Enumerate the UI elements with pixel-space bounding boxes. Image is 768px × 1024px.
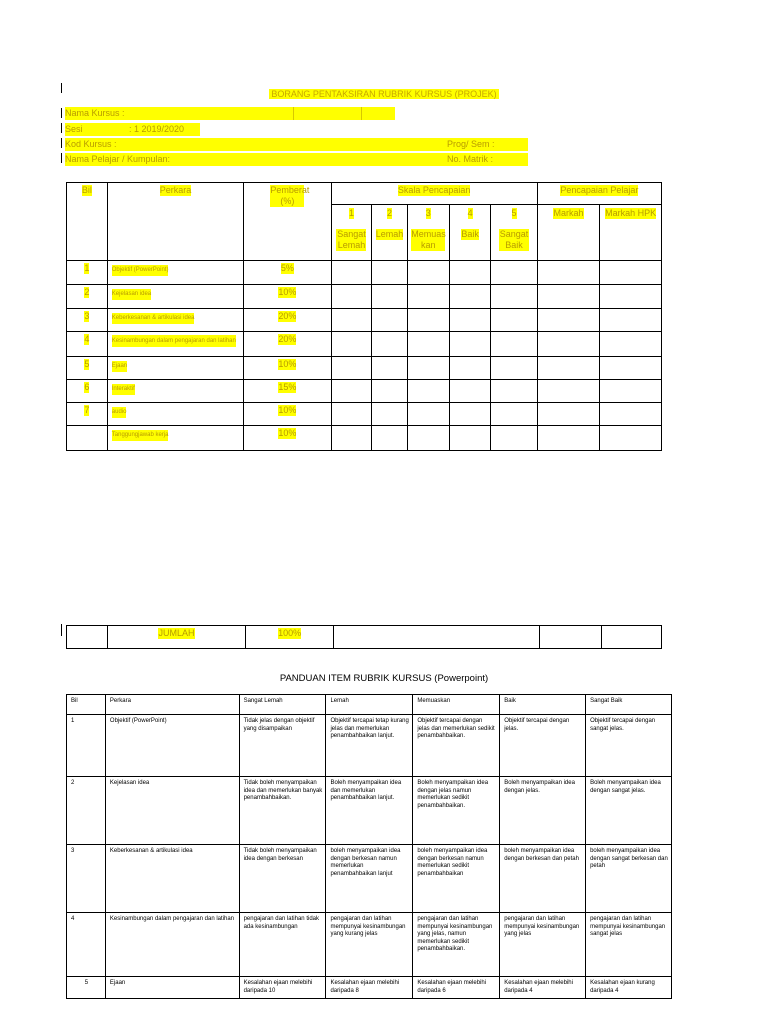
margin-mark [61, 123, 62, 133]
margin-mark [61, 624, 62, 636]
header-pencapaian: Pencapaian Pelajar [537, 183, 661, 205]
table-row: 6 Interaktif 15% [67, 380, 662, 403]
table-row: 5 Ejaan Kesalahan ejaan melebihi daripada 10 Kesalahan ejaan melebihi daripada 8 Kesalahan ejaan melebihi daripada 6 Kesalahan ejaan melebihi daripada 4 Kesalahan ejaan kurang daripada 4 [67, 977, 672, 999]
margin-mark [61, 108, 62, 118]
sesi-value: : 1 2019/2020 [129, 124, 185, 134]
guide-title: PANDUAN ITEM RUBRIK KURSUS (Powerpoint) [279, 673, 489, 684]
jumlah-table [66, 625, 662, 649]
prog-sem-label: Prog/ Sem : [447, 139, 495, 149]
table-row: 1 Objektif (PowerPoint) Tidak jelas dengan objektif yang disampaikan Objektif tercapai tetap kurang jelas dan memerlukan penambahbaikan lanjut. Objektif tercapai dengan jelas dan memerlukan sedikit penambahbaikan. Objektif tercapai dengan jelas. Objektif tercapai dengan sangat jelas. [67, 715, 672, 777]
nama-pelajar-label: Nama Pelajar / Kumpulan: [65, 154, 171, 164]
kod-kursus-label: Kod Kursus : [65, 139, 117, 149]
guide-header-sangat-lemah: Sangat Lemah [239, 695, 326, 715]
header-bil: Bil [67, 183, 108, 261]
sesi-label: Sesi [65, 124, 83, 134]
guide-header-lemah: Lemah [326, 695, 413, 715]
header-markah: Markah [537, 205, 600, 261]
guide-header-sangat-baik: Sangat Baik [586, 695, 672, 715]
jumlah-label: JUMLAH [107, 626, 245, 649]
table-row: 2 Kejelasan idea Tidak boleh menyampaikan idea dan memerlukan banyak penambahbaikan. Boleh menyampaikan idea dan memerlukan penambahbaikan lanjut. Boleh menyampaikan idea dengan jelas namun memerlukan sedikit penambahbaikan. Boleh menyampaikan idea dengan jelas. Boleh menyampaikan idea dengan sangat jelas. [67, 777, 672, 845]
jumlah-value: 100% [246, 626, 334, 649]
nama-kursus-row [65, 107, 395, 120]
no-matrik-label: No. Matrik : [447, 154, 494, 164]
table-row: Tanggungjawab kerja 10% [67, 426, 662, 451]
scale-1: 1 Sangat Lemah [331, 205, 372, 261]
header-pemberat: Pemberat (%) [244, 183, 331, 261]
kod-kursus-row [65, 138, 528, 151]
scale-2: 2 Lemah [372, 205, 407, 261]
header-perkara: Perkara [107, 183, 243, 261]
table-row: 3 Keberkesanan & artikulasi idea 20% [67, 309, 662, 332]
scale-4: 4 Baik [449, 205, 491, 261]
nama-kursus-label: Nama Kursus : [65, 108, 125, 118]
guide-header-baik: Baik [500, 695, 586, 715]
scale-3: 3 Memuas kan [407, 205, 449, 261]
table-row: 3 Keberkesanan & artikulasi idea Tidak boleh menyampaikan idea dengan berkesan boleh menyampaikan idea dengan berkesan namun memerlukan penambahbaikan lanjut boleh menyampaikan idea dengan berkesan namun memerlukan sedikit penambahbaikan boleh menyampaikan idea dengan berkesan dan petah boleh menyampaikan idea dengan sangat berkesan dan petah [67, 845, 672, 913]
scale-5: 5 Sangat Baik [491, 205, 537, 261]
guide-header-perkara: Perkara [105, 695, 239, 715]
table-row: 5 Ejaan 10% [67, 357, 662, 380]
table-row: 4 Kesinambungan dalam pengajaran dan latihan pengajaran dan latihan tidak ada kesinambungan pengajaran dan latihan mempunyai kesinambungan yang kurang jelas pengajaran dan latihan mempunyai kesinambungan yang jelas, namun memerlukan sedikit penambahbaikan. pengajaran dan latihan mempunyai kesinambungan yang jelas pengajaran dan latihan mempunyai kesinambungan sangat jelas [67, 913, 672, 977]
table-row: 7 audio 10% [67, 403, 662, 426]
sesi-row [65, 123, 200, 136]
nama-pelajar-row [65, 153, 528, 166]
header-markah-hpk: Markah HPK [600, 205, 662, 261]
guide-table [66, 694, 672, 999]
guide-header-memuaskan: Memuaskan [413, 695, 500, 715]
form-title: BORANG PENTAKSIRAN RUBRIK KURSUS (PROJEK) [271, 89, 497, 99]
table-row: 2 Kejelasan idea 10% [67, 285, 662, 309]
assessment-table [66, 182, 662, 451]
header-skala: Skala Pencapaian [331, 183, 537, 205]
table-row: 1 Objektif (PowerPoint) 5% [67, 261, 662, 285]
margin-mark [61, 138, 62, 148]
margin-mark [61, 153, 62, 163]
table-row: 4 Kesinambungan dalam pengajaran dan latihan 20% [67, 332, 662, 357]
guide-header-bil: Bil [67, 695, 106, 715]
